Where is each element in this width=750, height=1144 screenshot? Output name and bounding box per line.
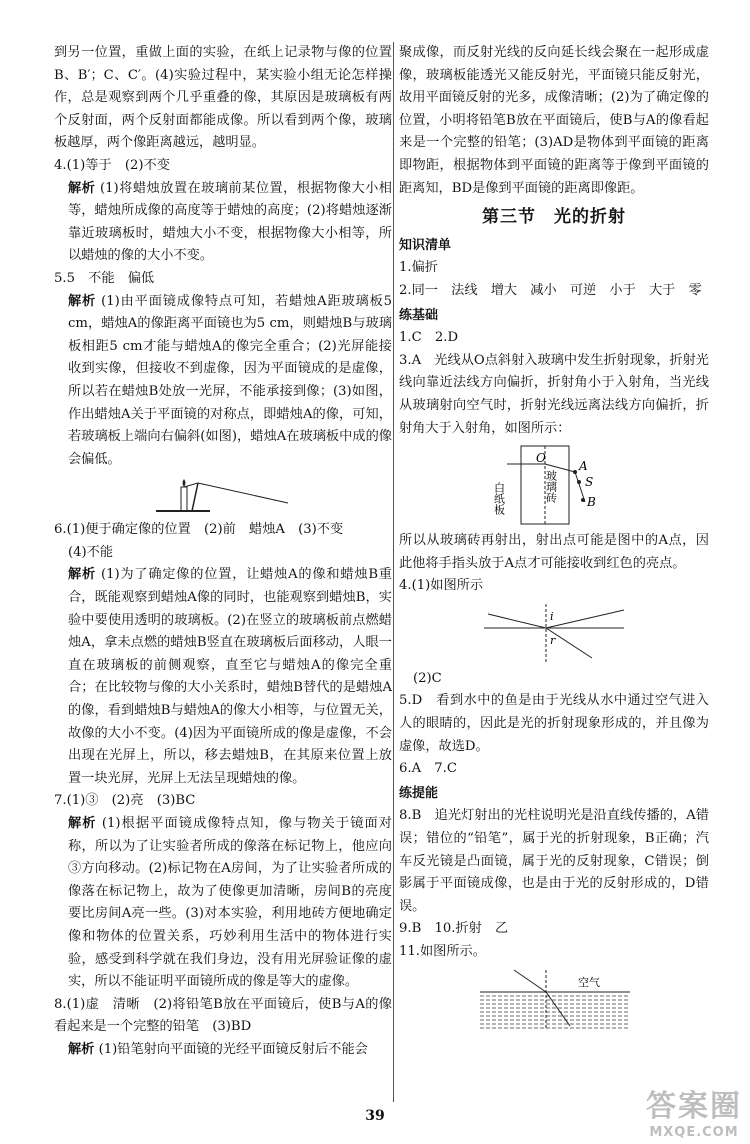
q6-text: (1)为了确定像的位置，让蜡烛A的像和蜡烛B重合，既能观察到蜡烛A像的同时，也能观察到蜡烛B，实验中要使用透明的玻璃板。(2)在竖立的玻璃板前点燃蜡烛A，拿未点燃的蜡烛B竖直在玻璃板后面移动，人眼一直在玻璃板的前侧观察，直至它与蜡烛A的像完全重合；在比较物与像的大小关系时，蜡烛B替代的是蜡烛A的像，看到蜡烛B与蜡烛A的像大小相等，与位置无关，故像的大小不变。(4)因为平面镜所成的像是虚像，不会出现在光屏上，所以，移去蜡烛B，在其原来位置上放置一块光屏，光屏上无法呈现蜡烛的像。 [68, 567, 392, 786]
q7-label: 解析 [68, 816, 97, 831]
left-column [54, 42, 392, 1062]
k1-answer: 1.偏折 [399, 260, 438, 276]
label-i: i [550, 609, 554, 623]
q4-text: (1)将蜡烛放置在玻璃前某位置，根据物像大小相等，蜡烛所成像的高度等于蜡烛的高度；(2)将蜡烛逐渐靠近玻璃板时，蜡烛大小不变，根据物像大小相等，所以蜡烛的像的大小不变。 [68, 180, 392, 264]
b8-answer: 8.B 追光灯射出的光柱说明光是沿直线传播的，A错误；错位的“铅笔”，属于光的折射现象，B正确；汽车反光镜是凸面镜，属于光的反射现象，C错误；倒影属于平面镜成像，也是由于光的反射形成的，D错误。 [399, 808, 709, 914]
water-refraction-figure [474, 966, 634, 1032]
q8-explanation [54, 1039, 392, 1062]
b4-part2: (2)C [413, 670, 442, 686]
k2-answer: 2.同一 法线 增大 减小 可逆 小于 大于 零 [399, 282, 702, 298]
q8-text: (1)铅笔射向平面镜的光经平面镜反射后不能会 [98, 1041, 368, 1057]
watermark [646, 1081, 742, 1140]
label-r: r [550, 633, 556, 647]
q8-label: 解析 [68, 1041, 95, 1057]
b9-answer: 9.B 10.折射 乙 [399, 921, 509, 937]
heading-ability: 练提能 [399, 785, 439, 801]
q4-label: 解析 [68, 180, 96, 196]
b3-answer: 3.A 光线从O点斜射入玻璃中发生折射现象，折射光线向靠近法线方向偏折，折射角小于入射角，当光线从玻璃射向空气时，折射光线远离法线方向偏折，折射角大于入射角，如图所示： [399, 352, 709, 436]
q7-text: (1)根据平面镜成像特点知，像与物关于镜面对称，所以为了让实验者所成的像落在标记物上，他应向③方向移动。(2)标记物在A房间，为了让实验者所成的像落在标记物上，故为了使像更加清晰，房间B的亮度要比房间A亮一些。(3)对本实验，利用地砖方便地确定像和物体的位置关系，巧妙利用生活中的物体进行实验，感受到科学就在我们身边，没有用光屏验证像的虚实，所以不能证明平面镜所成的像是等大的虚像。 [68, 816, 392, 990]
q6-label: 解析 [68, 567, 96, 583]
q7-answer: 7.(1)③ (2)亮 (3)BC [54, 793, 196, 809]
heading-knowledge: 知识清单 [399, 237, 452, 253]
right-continuation: 聚成像，而反射光线的反向延长线会聚在一起形成虚像，玻璃板能透光又能反射光，平面镜只能反射光，故用平面镜反射的光多，成像清晰；(2)为了确定像的位置，小明将铅笔B放在平面镜后，使B与A的像看起来是一个完整的铅笔；(3)AD是物体到平面镜的距离即物距，根据物体到平面镜的距离等于像到平面镜的距离知，BD是像到平面镜的距离即像距。 [399, 45, 709, 196]
candle-mirror-figure [148, 473, 298, 517]
label-s: S [585, 475, 594, 490]
refraction-glass-figure [479, 442, 629, 528]
watermark-line2: MXQE.COM [649, 1125, 739, 1140]
q4-answer: 4.(1)等于 (2)不变 [54, 157, 170, 173]
b5-answer: 5.D 看到水中的鱼是由于光线从水中通过空气进入人的眼睛的，因此是光的折射现象形成的，并且像为虚像，故选D。 [399, 693, 709, 754]
q5-explanation [54, 291, 392, 472]
page-number: 39 [365, 1108, 385, 1124]
q6-answer-line2: (4)不能 [68, 544, 114, 560]
b4-answer: 4.(1)如图所示 [399, 578, 484, 594]
label-b: B [587, 495, 596, 510]
b3-tail: 所以从玻璃砖再射出，射出点可能是图中的A点，因此他将手指头放于A点才可能接收到红色的亮点。 [399, 533, 709, 571]
q7-explanation [54, 813, 392, 994]
refraction-figure-2 [474, 600, 634, 666]
q5-answer: 5.5 不能 偏低 [54, 270, 155, 286]
b1-answer: 1.C 2.D [399, 330, 459, 346]
section-title: 第三节 光的折射 [482, 207, 626, 228]
label-o: O [536, 451, 546, 466]
b6-answer: 6.A 7.C [399, 761, 457, 777]
label-white-board: 白纸板 [492, 482, 506, 516]
q6-answer-line1: 6.(1)便于确定像的位置 (2)前 蜡烛A (3)不变 [54, 522, 344, 538]
left-intro: 到另一位置，重做上面的实验，在纸上记录物与像的位置B、B′；C、C′。(4)实验过程中，某实验小组无论怎样操作，总是观察到两个几乎重叠的像，其原因是玻璃板有两个反射面，两个反射面都能成像。所以看到两个像，玻璃板越厚，两个像距离越远，越明显。 [54, 45, 392, 151]
heading-basics: 练基础 [399, 307, 439, 323]
q6-explanation [54, 564, 392, 790]
q4-explanation [54, 178, 392, 268]
label-a: A [579, 459, 588, 474]
watermark-line1: 答案圈 [646, 1089, 742, 1124]
label-air: 空气 [578, 975, 600, 989]
label-glass-brick: 玻璃砖 [544, 470, 558, 504]
b11-answer: 11.如图所示。 [399, 944, 486, 959]
q5-label: 解析 [68, 293, 97, 309]
column-divider [393, 42, 394, 1102]
q5-text: (1)由平面镜成像特点可知，若蜡烛A距玻璃板5 cm，蜡烛A的像距离平面镜也为5 cm，则蜡烛B与玻璃板相距5 cm才能与蜡烛A的像完全重合；(2)光屏能接收到实像，但接收不到虚像，因为平面镜成的是虚像，所以若在蜡烛B处放一光屏，不能承接到像；(3)如图，作出蜡烛A关于平面镜的对称点，即蜡烛A的像，可知，若玻璃板上端向右偏斜(如图)，蜡烛A在玻璃板中成的像会偏低。 [68, 293, 393, 467]
right-column [399, 42, 709, 1034]
q8-answer: 8.(1)虚 清晰 (2)将铅笔B放在平面镜后，使B与A的像看起来是一个完整的铅笔 (3)BD [54, 996, 392, 1035]
